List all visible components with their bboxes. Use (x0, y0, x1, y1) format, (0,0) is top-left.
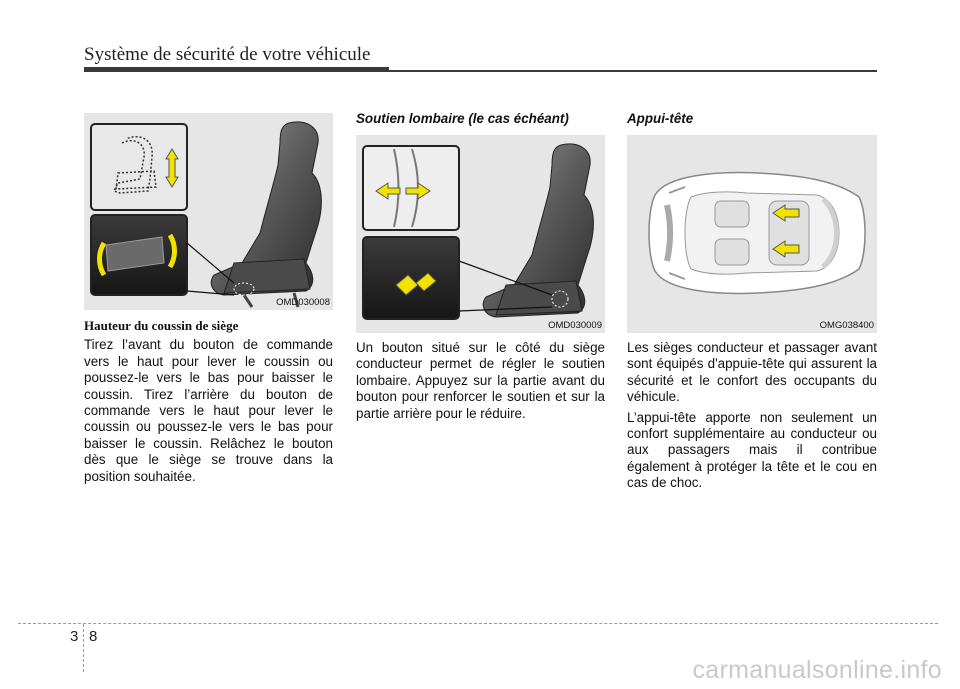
header-rule-thin (389, 70, 877, 72)
paragraph-headrest-1: Les sièges conducteur et passager avant sont équipés d'appuie-tête qui assurent la sécurité et le confort des occupants du véhicule. (627, 340, 877, 405)
figure-code: OMG038400 (819, 320, 874, 331)
page-number: 8 (89, 628, 98, 645)
heading-headrest: Appui-tête (627, 111, 694, 126)
watermark[interactable]: carmanualsonline.info (692, 656, 942, 684)
figure-code: OMD030008 (276, 297, 330, 308)
header-rule-thick (84, 67, 389, 72)
figure-code: OMD030009 (548, 320, 602, 331)
figure-seat-cushion-height (84, 113, 333, 310)
page-header-title: Système de sécurité de votre véhicule (84, 44, 371, 65)
paragraph-headrest-2: L’appui-tête apporte non seulement un confort supplémentaire au conducteur ou aux passagers mais il contribue également à protéger la tête et le cou en cas de choc. (627, 409, 877, 491)
figure-headrest-car (627, 135, 877, 333)
footer-rule (18, 623, 938, 624)
paragraph-lumbar: Un bouton situé sur le côté du siège conducteur permet de régler le soutien lombaire. Appuyez sur la partie avant du bouton pour renforcer le soutien et sur la partie arrière pour le réduire. (356, 340, 605, 421)
figure-lumbar-support (356, 135, 605, 333)
paragraph-seat-height: Tirez l’avant du bouton de commande vers le haut pour lever le coussin ou poussez-le vers le bas pour baisser le coussin. Tirez l’arrière du bouton de commande vers le haut pour lever le coussin ou poussez-le vers le bas pour baisser le coussin. Relâchez le bouton dès que le siège se trouve dans la position souhaitée. (84, 337, 333, 484)
column-headrest-text (627, 340, 877, 496)
page-section-number: 3 (70, 628, 79, 645)
footer-divider (83, 624, 84, 672)
heading-lumbar-support: Soutien lombaire (le cas échéant) (356, 111, 569, 126)
column-seat-height-text (84, 318, 333, 489)
column-lumbar-text (356, 340, 605, 426)
subheading-seat-height: Hauteur du coussin de siège (84, 318, 239, 333)
